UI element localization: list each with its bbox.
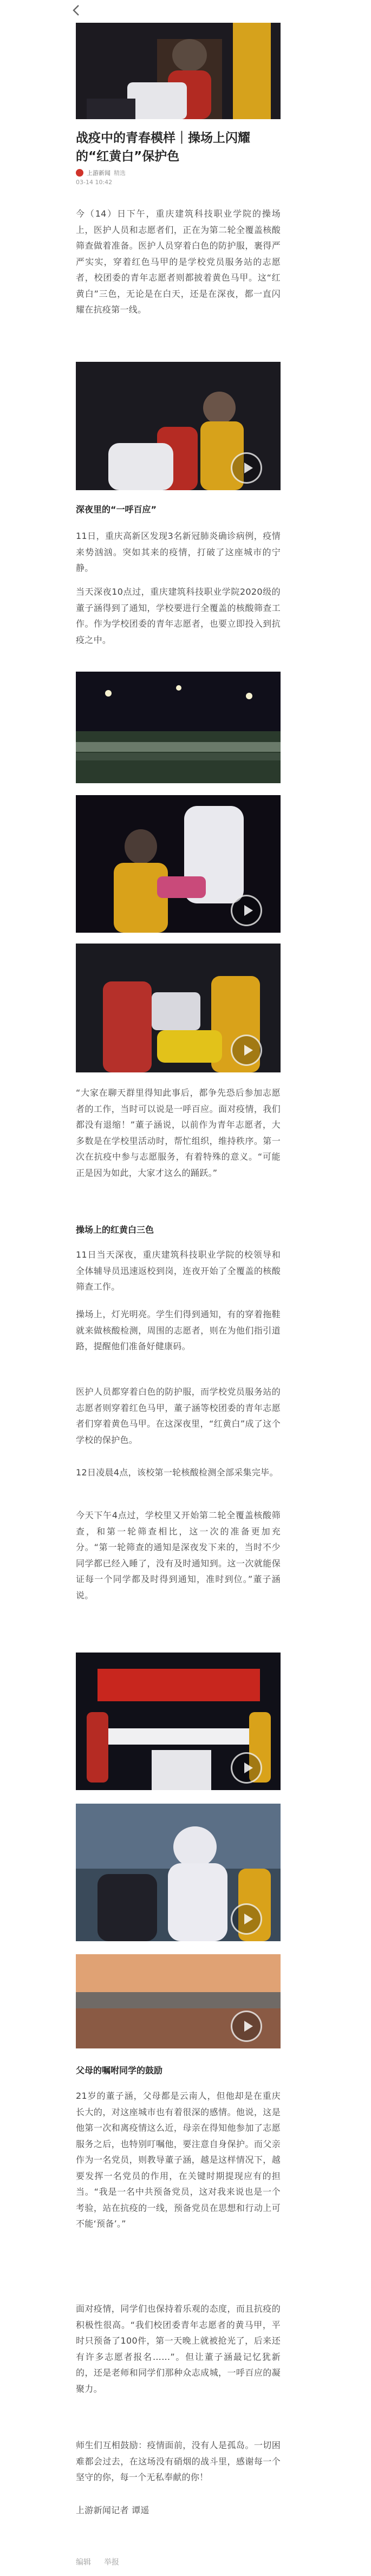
article-meta: [76, 168, 281, 177]
video-2[interactable]: [76, 795, 281, 933]
section-title-2: 操场上的红黄白三色: [76, 1225, 154, 1235]
play-icon[interactable]: [231, 895, 262, 926]
paragraph-s3-3: 师生们互相鼓励：疫情面前，没有人是孤岛。一切困难都会过去，在这场没有硝烟的战斗里，感谢每一个坚守的你，每一个无私奉献的你！: [76, 2440, 281, 2482]
paragraph-quote: “大家在聊天群里得知此事后，都争先恐后参加志愿者的工作，当时可以说是一呼百应。面对疫情，我们都没有退缩！”董子涵说，以前作为青年志愿者，大多数是在学校里活动时，帮忙组织，维持秩序。第一次在抗疫中参与志愿服务，有着特殊的意义。“可能正是因为如此，大家才这么的踊跃。”: [76, 1088, 281, 1178]
paragraph-s3-2: 面对疫情，同学们也保持着乐观的态度，而且抗疫的积极性很高。“我们校团委青年志愿者的黄马甲，平时只预备了100件，第一天晚上就被抢光了，后来还有许多志愿者报名……”。但让董子涵最记忆犹新的，还是老师和同学们那种众志成城，一呼百应的凝聚力。: [76, 2304, 281, 2394]
video-1[interactable]: [76, 362, 281, 490]
report-link[interactable]: 举报: [104, 2558, 119, 2567]
article-tag: 精选: [114, 170, 126, 177]
article-footer: [76, 2557, 281, 2567]
play-icon[interactable]: [231, 1752, 262, 1784]
video-4[interactable]: [76, 1653, 281, 1790]
top-bar: [0, 0, 371, 22]
reporter-line: 上游新闻记者 谭遥: [76, 2505, 149, 2515]
paragraph-s3-1: 21岁的董子涵，父母都是云南人，但他却是在重庆长大的，对这座城市也有着很深的感情。他说，这是他第一次和离疫情这么近，母亲在得知他参加了志愿服务之后，也特别叮嘱他，要注意自身保护。而父亲作为一名党员，则教导董子涵，越是这样情况下，越要发挥一名党员的作用，在关键时期提现应有的担当。“我是一名中共预备党员，这对我来说也是一个考验，站在抗疫的一线，预备党员在思想和行动上可不能‘预备’。”: [76, 2091, 281, 2229]
paragraph-s1-2: 当天深夜10点过，重庆建筑科技职业学院2020级的董子涵得到了通知，学校要进行全覆盖的核酸筛查工作。作为学校团委的青年志愿者，也要立即投入到抗疫之中。: [76, 587, 281, 645]
paragraph-s2-3: 医护人员都穿着白色的防护服，而学校党员服务站的志愿者则穿着红色马甲，董子涵等校团委的青年志愿者们穿着黄色马甲。在这深夜里，“红黄白”成了这个学校的保护色。: [76, 1387, 281, 1445]
edit-link[interactable]: 编辑: [76, 2558, 91, 2567]
source-logo-icon: [76, 169, 83, 177]
paragraph-s2-1: 11日当天深夜，重庆建筑科技职业学院的校领导和全体辅导员迅速返校到岗，连夜开始了全覆盖的核酸筛查工作。: [76, 1250, 281, 1292]
header-image: [76, 23, 281, 119]
section-title-1: 深夜里的“一呼百应”: [76, 504, 157, 515]
video-5[interactable]: [76, 1804, 281, 1941]
paragraph-s2-4: 12日凌晨4点，该校第一轮核酸检测全部采集完毕。: [76, 1467, 278, 1478]
video-6[interactable]: [76, 1954, 281, 2048]
video-3[interactable]: [76, 944, 281, 1072]
play-icon[interactable]: [231, 2011, 262, 2042]
play-icon[interactable]: [231, 1903, 262, 1935]
paragraph-s2-5: 今天下午4点过，学校里又开始第二轮全覆盖核酸筛查，和第一轮筛查相比，这一次的准备更加充分。“第一轮筛查的通知是深夜发下来的，当时不少同学都已经入睡了，没有及时通知到。这一次就能保证每一个同学都及时得到通知，准时到位。”董子涵说。: [76, 1510, 281, 1601]
article-source[interactable]: 上游新闻: [87, 170, 110, 177]
paragraph-s1-1: 11日，重庆高新区发现3名新冠肺炎确诊病例，疫情来势汹汹。突如其来的疫情，打破了这座城市的宁静。: [76, 531, 281, 573]
article-title: 战疫中的青春模样｜操场上闪耀的“红黄白”保护色: [76, 131, 250, 164]
article-time: 03-14 10:42: [76, 179, 113, 186]
play-icon[interactable]: [231, 1035, 262, 1066]
play-icon[interactable]: [231, 452, 262, 484]
back-button[interactable]: [68, 2, 84, 18]
paragraph-intro: 今（14）日下午，重庆建筑科技职业学院的操场上，医护人员和志愿者们，正在为第二轮全覆盖核酸筛查做着准备。医护人员穿着白色的防护服，裹得严严实实，穿着红色马甲的是学校党员服务站的志愿者，校团委的青年志愿者则都披着黄色马甲。这“红黄白”三色，无论是在白天，还是在深夜，都一直闪耀在抗疫第一线。: [76, 209, 281, 315]
chevron-left-icon: [68, 2, 84, 18]
paragraph-s2-2: 操场上，灯光明亮。学生们得到通知，有的穿着拖鞋就来做核酸检测，周围的志愿者，则在为他们指引道路，提醒他们准备好健康码。: [76, 1309, 281, 1351]
section-title-3: 父母的嘱咐同学的鼓励: [76, 2065, 163, 2076]
photo-night-field: [76, 672, 281, 783]
